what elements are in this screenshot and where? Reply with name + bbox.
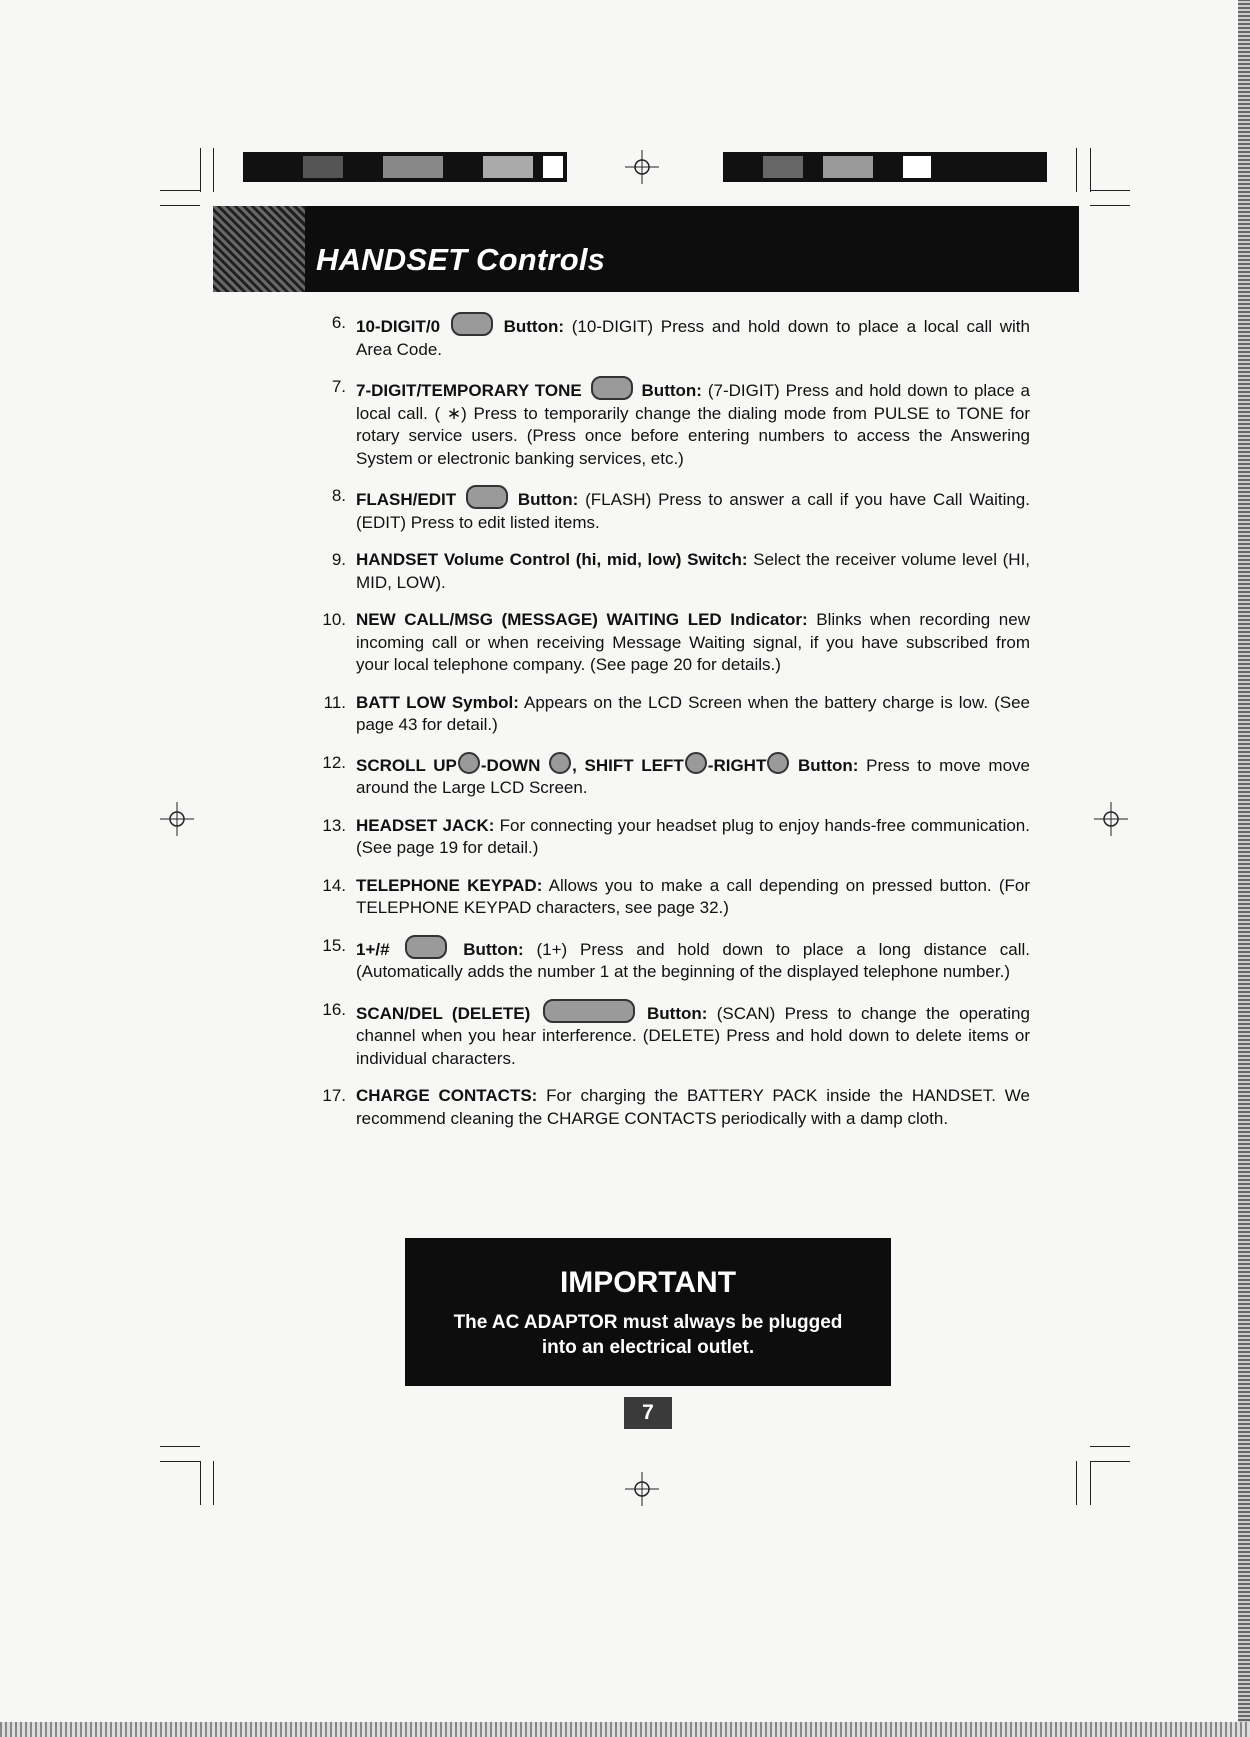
section-title: HANDSET Controls (316, 242, 606, 277)
registration-crosshair-icon (623, 148, 661, 186)
item-text: Blinks when recording new incoming call or when receiving Message Waiting signal, if you have subscribed from your local telephone company. (See page 20 for details.) (356, 610, 1030, 674)
item-body (356, 609, 1030, 677)
scan-del-button-icon (543, 999, 635, 1023)
item-title: BATT LOW Symbol: (356, 692, 519, 712)
registration-bar-right (723, 152, 1047, 182)
crop-mark (160, 1461, 200, 1462)
item-body (356, 485, 1030, 534)
item-label: Button: (517, 490, 579, 509)
registration-crosshair-icon (623, 1470, 661, 1508)
important-message (405, 1310, 891, 1360)
item-body (356, 1085, 1030, 1130)
shift-right-icon (767, 752, 789, 774)
item-text: (FLASH) Press to answer a call if you have Call Waiting. (EDIT) Press to edit listed items. (356, 490, 1030, 532)
list-item (300, 609, 1030, 677)
page-number: 7 (624, 1397, 672, 1429)
item-number: 11. (323, 692, 346, 712)
crop-mark (1090, 205, 1130, 206)
crop-mark (1090, 1461, 1130, 1462)
item-title-part: -DOWN (480, 755, 541, 775)
item-text: (10-DIGIT) Press and hold down to place a local call with Area Code. (356, 317, 1030, 359)
crop-mark (1090, 190, 1130, 191)
crop-mark (1076, 148, 1077, 192)
registration-cell (483, 156, 533, 178)
seven-digit-button-icon (591, 376, 633, 400)
shift-left-icon (685, 752, 707, 774)
registration-cell (903, 156, 931, 178)
section-header (213, 206, 1079, 292)
list-item (300, 875, 1030, 920)
list-item (300, 1085, 1030, 1130)
item-number: 16. (322, 999, 346, 1019)
crop-mark (160, 190, 200, 191)
item-number: 6. (331, 313, 346, 332)
important-line: into an electrical outlet. (541, 1337, 755, 1358)
item-title-part: SCROLL UP (356, 755, 457, 775)
list-item (300, 999, 1030, 1071)
item-title: CHARGE CONTACTS: (356, 1086, 538, 1105)
item-title: 10-DIGIT/0 (356, 317, 441, 336)
registration-cell (763, 156, 803, 178)
item-title: HANDSET Volume Control (hi, mid, low) Switch: (356, 550, 748, 569)
item-title: FLASH/EDIT (356, 490, 457, 509)
item-body (356, 376, 1030, 470)
list-item (300, 815, 1030, 860)
item-number: 14. (322, 875, 346, 895)
item-body (356, 692, 1030, 737)
crop-mark (200, 1461, 201, 1505)
item-label: Button: (798, 755, 859, 775)
item-body (356, 875, 1030, 920)
item-number: 7. (331, 377, 346, 396)
registration-bar-left (243, 152, 567, 182)
item-title: 1+/# (356, 939, 390, 959)
crop-mark (160, 205, 200, 206)
list-item (300, 376, 1030, 470)
item-title: SCAN/DEL (DELETE) (356, 1003, 531, 1023)
item-body (356, 752, 1030, 800)
crop-mark (1090, 1446, 1130, 1447)
item-body (356, 815, 1030, 860)
item-label: Button: (463, 939, 524, 959)
registration-cell (823, 156, 873, 178)
one-plus-pound-button-icon (405, 935, 447, 959)
item-body (356, 312, 1030, 361)
crop-mark (213, 148, 214, 192)
controls-list (300, 312, 1030, 1145)
crop-mark (213, 1461, 214, 1505)
item-label: Button: (647, 1003, 708, 1023)
registration-crosshair-icon (1092, 800, 1130, 838)
item-text: (1+) Press and hold down to place a long distance call. (Automatically adds the number 1 at the beginning of the displayed telephone number.) (356, 939, 1030, 981)
list-item (300, 312, 1030, 361)
item-title: HEADSET JACK: (356, 815, 495, 835)
item-title-part: , SHIFT LEFT (572, 755, 684, 775)
header-texture (213, 206, 305, 292)
crop-mark (200, 148, 201, 192)
item-body (356, 549, 1030, 594)
item-title: TELEPHONE KEYPAD: (356, 875, 543, 895)
item-text: (SCAN) Press to change the operating channel when you hear interference. (DELETE) Press and hold down to delete items or individual characters. (356, 1003, 1030, 1068)
crop-mark (1090, 1461, 1091, 1505)
item-label: Button: (641, 381, 702, 400)
list-item (300, 752, 1030, 800)
list-item (300, 549, 1030, 594)
scan-bottom-edge (0, 1722, 1250, 1737)
registration-cell (303, 156, 343, 178)
important-heading: IMPORTANT (559, 1266, 737, 1299)
registration-crosshair-icon (158, 800, 196, 838)
item-text: For connecting your headset plug to enjoy hands-free communication. (See page 19 for detail.) (356, 815, 1030, 857)
registration-cell (383, 156, 443, 178)
ten-digit-button-icon (451, 312, 493, 336)
crop-mark (160, 1446, 200, 1447)
registration-cell (543, 156, 563, 178)
item-body (356, 935, 1030, 984)
scroll-down-icon (549, 752, 571, 774)
list-item (300, 692, 1030, 737)
important-line: The AC ADAPTOR must always be plugged (453, 1312, 843, 1333)
item-number: 13. (322, 815, 346, 835)
item-title: 7-DIGIT/TEMPORARY TONE (356, 381, 582, 400)
item-number: 10. (322, 610, 346, 629)
crop-mark (1090, 148, 1091, 192)
item-text: Appears on the LCD Screen when the battery charge is low. (See page 43 for detail.) (356, 692, 1031, 734)
scan-edge (1238, 0, 1250, 1737)
important-notice (405, 1238, 891, 1386)
item-text: Allows you to make a call depending on pressed button. (For TELEPHONE KEYPAD characters, see page 32.) (356, 875, 1030, 917)
item-number: 15. (322, 935, 346, 955)
scroll-up-icon (458, 752, 480, 774)
item-number: 17. (322, 1086, 346, 1105)
item-text: For charging the BATTERY PACK inside the HANDSET. We recommend cleaning the CHARGE CONTACTS periodically with a damp cloth. (356, 1086, 1030, 1128)
item-label: Button: (503, 317, 565, 336)
item-body (356, 999, 1030, 1071)
crop-mark (1076, 1461, 1077, 1505)
item-text: Press to move move around the Large LCD Screen. (356, 755, 1030, 797)
flash-edit-button-icon (466, 485, 508, 509)
item-number: 8. (331, 486, 346, 505)
list-item (300, 485, 1030, 534)
item-text: (7-DIGIT) Press and hold down to place a local call. ( ∗) Press to temporarily change the dialing mode from PULSE to TONE for rotary service users. (Press once before entering numbers to access the Answering System or electronic banking services, etc.) (356, 381, 1030, 468)
item-text: Select the receiver volume level (HI, MID, LOW). (356, 550, 1031, 592)
item-number: 9. (331, 550, 346, 569)
item-number: 12. (322, 752, 346, 772)
item-title: NEW CALL/MSG (MESSAGE) WAITING LED Indicator: (356, 610, 808, 629)
item-title-part: -RIGHT (707, 755, 767, 775)
list-item (300, 935, 1030, 984)
